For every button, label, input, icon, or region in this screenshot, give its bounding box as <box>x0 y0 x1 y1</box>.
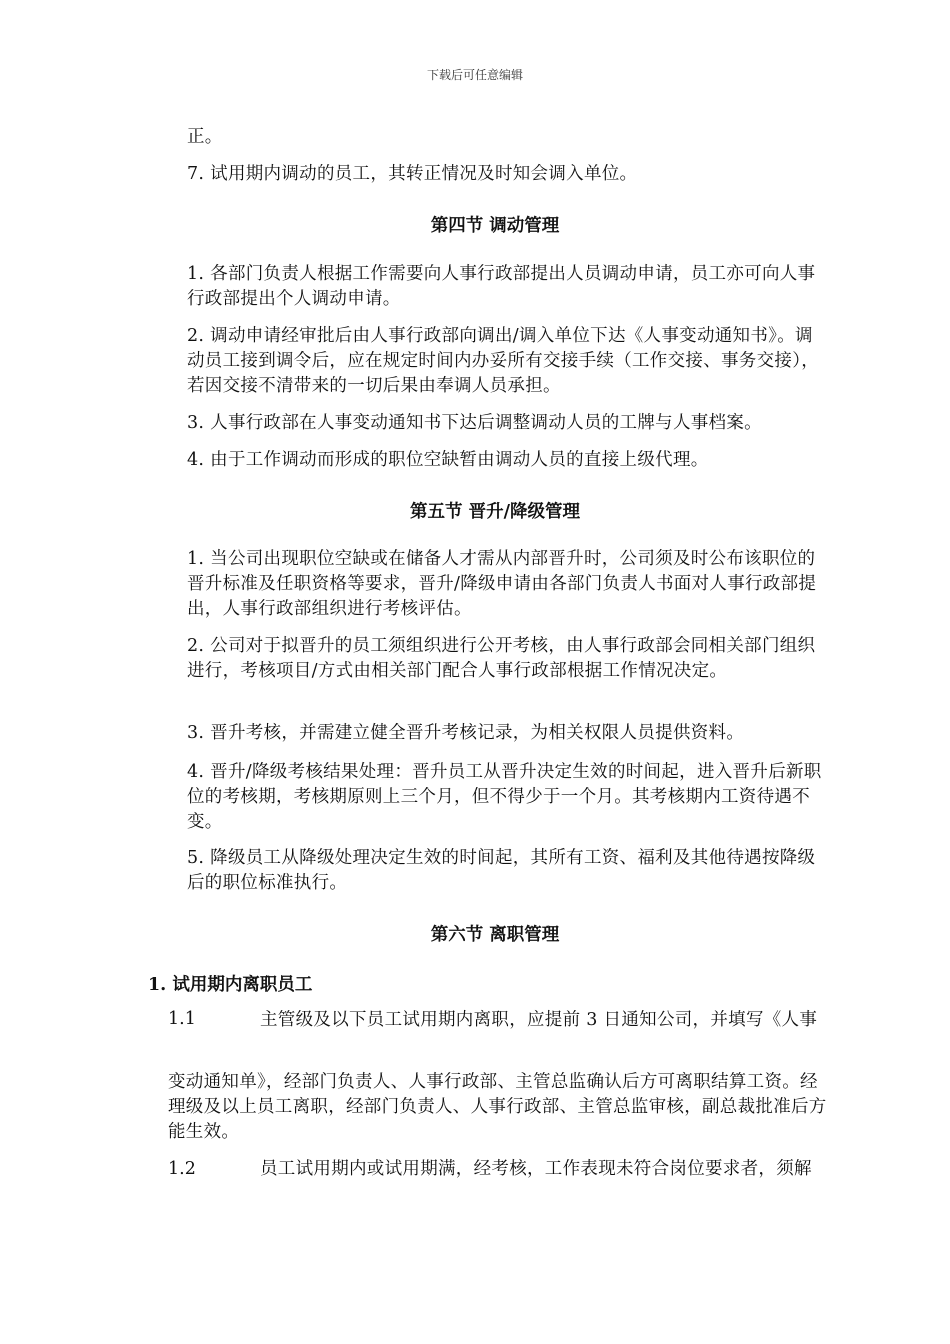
s6-subheading-1: 1. 试用期内离职员工 <box>148 975 313 995</box>
section-6-heading: 第六节 离职管理 <box>430 925 560 945</box>
s5-item-4: 4. 晋升/降级考核结果处理：晋升员工从晋升决定生效的时间起，进入晋升后新职位的考核期，考核期原则上三个月，但不得少于一个月。其考核期内工资待遇不变。 <box>187 762 822 832</box>
s4-item-2: 2. 调动申请经审批后由人事行政部向调出/调入单位下达《人事变动通知书》。调动员工接到调令后，应在规定时间内办妥所有交接手续（工作交接、事务交接），若因交接不清带来的一切后果由奉调人员承担。 <box>187 326 820 396</box>
section-4-heading: 第四节 调动管理 <box>430 216 560 236</box>
section-5-heading: 第五节 晋升/降级管理 <box>410 502 580 522</box>
s5-item-2: 2. 公司对于拟晋升的员工须组织进行公开考核，由人事行政部会同相关部门组织进行，考核项目/方式由相关部门配合人事行政部根据工作情况决定。 <box>187 636 816 681</box>
paragraph-continuation: 正。 <box>187 127 223 147</box>
s6-item-1-2-text: 员工试用期内或试用期满，经考核，工作表现未符合岗位要求者，须解 <box>260 1159 812 1179</box>
s6-item-1-1-text: 主管级及以下员工试用期内离职，应提前 3 日通知公司，并填写《人事 <box>260 1010 818 1030</box>
page-header: 下载后可任意编辑 <box>426 68 523 82</box>
s6-item-1-1-number: 1.1 <box>168 1009 196 1029</box>
s5-item-1: 1. 当公司出现职位空缺或在储备人才需从内部晋升时，公司须及时公布该职位的晋升标准及任职资格等要求，晋升/降级申请由各部门负责人书面对人事行政部提出，人事行政部组织进行考核评估。 <box>187 549 817 619</box>
s5-item-5: 5. 降级员工从降级处理决定生效的时间起，其所有工资、福利及其他待遇按降级后的职位标准执行。 <box>187 848 816 893</box>
s4-item-1: 1. 各部门负责人根据工作需要向人事行政部提出人员调动申请，员工亦可向人事行政部提出个人调动申请。 <box>187 264 816 309</box>
s4-item-4: 4. 由于工作调动而形成的职位空缺暂由调动人员的直接上级代理。 <box>187 450 709 470</box>
s5-item-3: 3. 晋升考核，并需建立健全晋升考核记录，为相关权限人员提供资料。 <box>187 723 745 743</box>
paragraph-item-7: 7. 试用期内调动的员工，其转正情况及时知会调入单位。 <box>187 164 638 184</box>
s6-item-1-1-continuation: 变动通知单》，经部门负责人、人事行政部、主管总监确认后方可离职结算工资。经理级及以上员工离职，经部门负责人、人事行政部、主管总监审核，副总裁批准后方能生效。 <box>168 1072 827 1142</box>
s4-item-3: 3. 人事行政部在人事变动通知书下达后调整调动人员的工牌与人事档案。 <box>187 413 762 433</box>
s6-item-1-2-number: 1.2 <box>168 1159 196 1179</box>
